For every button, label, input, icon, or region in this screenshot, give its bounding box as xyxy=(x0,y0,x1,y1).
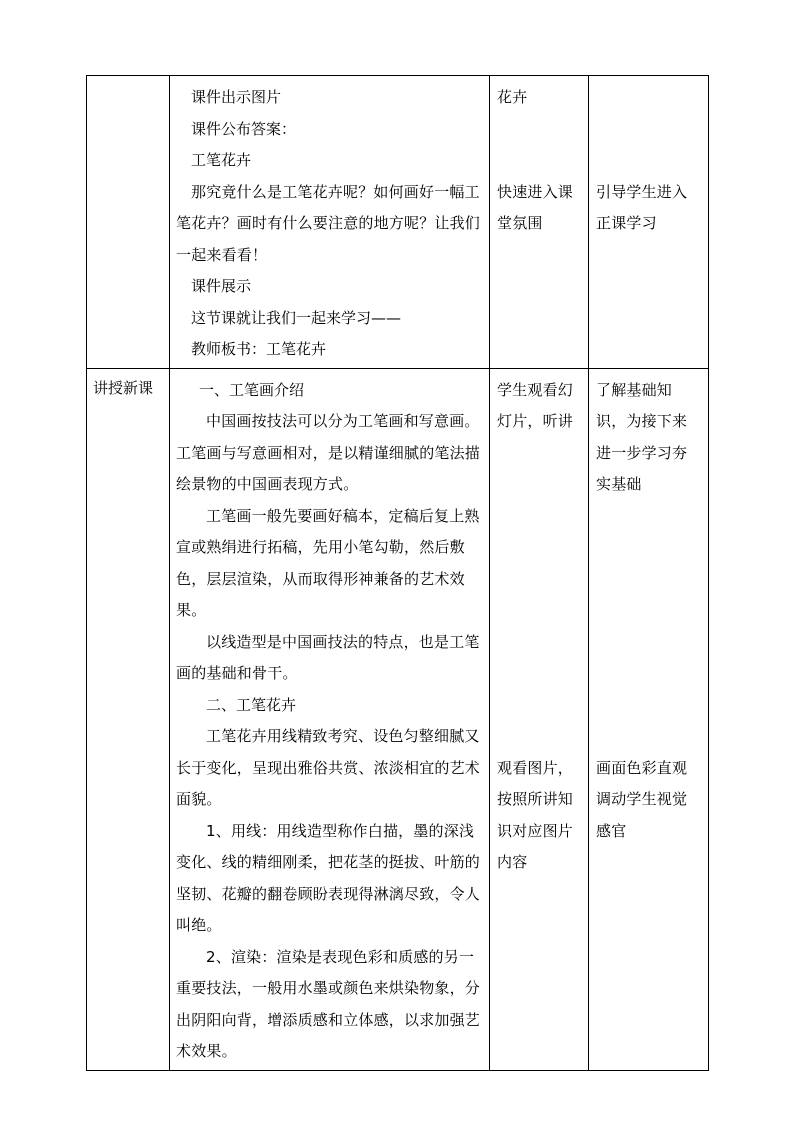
content-paragraph: 1、用线：用线造型称作白描，墨的深浅变化、线的精细刚柔，把花茎的挺拔、叶筋的坚韧、花瓣的翻卷顾盼表现得淋漓尽致，令人叫绝。 xyxy=(176,821,481,934)
content-paragraph: 中国画按技法可以分为工笔画和写意画。工笔画与写意画相对，是以精谨细腻的笔法描绘景物的中国画表现方式。 xyxy=(176,412,481,493)
stage-label: 讲授新课 xyxy=(93,378,154,397)
content-line: 课件展示 xyxy=(191,277,252,295)
section-heading: 一、工笔画介绍 xyxy=(199,380,305,399)
content-line: 课件出示图片 xyxy=(191,88,282,106)
section-heading: 二、工笔花卉 xyxy=(206,695,297,714)
design-intent-text: 了解基础知识，为接下来进一步学习夯实基础 xyxy=(596,380,688,493)
lesson-plan-table xyxy=(86,75,709,1071)
student-activity-text: 花卉 xyxy=(497,88,528,106)
table-row xyxy=(87,368,709,1070)
design-intent-text: 引导学生进入正课学习 xyxy=(596,182,688,232)
stage-cell xyxy=(87,368,170,1070)
content-paragraph: 工笔画一般先要画好稿本，定稿后复上熟宣或熟绢进行拓稿，先用小笔勾勒，然后敷色，层层渲染，从而取得形神兼备的艺术效果。 xyxy=(176,506,480,619)
content-line: 工笔花卉 xyxy=(191,151,252,169)
content-line: 这节课就让我们一起来学习—— xyxy=(191,308,402,327)
content-paragraph: 2、渲染：渲染是表现色彩和质感的另一重要技法，一般用水墨或颜色来烘染物象，分出阴阳向背，增添质感和立体感，以求加强艺术效果。 xyxy=(176,947,481,1060)
content-paragraph: 那究竟什么是工笔花卉呢？如何画好一幅工笔花卉？画时有什么要注意的地方呢？让我们一起来看看！ xyxy=(176,182,481,264)
student-activity-cell xyxy=(490,76,589,369)
student-activity-text: 观看图片，按照所讲知识对应图片内容 xyxy=(497,758,574,871)
student-activity-cell xyxy=(490,368,589,1070)
stage-cell xyxy=(87,76,170,369)
design-intent-text: 画面色彩直观调动学生视觉感官 xyxy=(596,758,688,840)
design-intent-cell xyxy=(589,76,709,369)
student-activity-text: 学生观看幻灯片，听讲 xyxy=(497,380,574,430)
table-row xyxy=(87,76,709,369)
design-intent-cell xyxy=(589,368,709,1070)
student-activity-text: 快速进入课堂氛围 xyxy=(497,182,574,232)
content-cell xyxy=(170,368,490,1070)
content-line: 教师板书：工笔花卉 xyxy=(191,340,327,358)
content-line: 课件公布答案： xyxy=(191,119,297,138)
content-paragraph: 工笔花卉用线精致考究、设色匀整细腻又长于变化，呈现出雅俗共赏、浓淡相宜的艺术面貌。 xyxy=(176,727,481,808)
content-cell xyxy=(170,76,490,369)
content-paragraph: 以线造型是中国画技法的特点，也是工笔画的基础和骨干。 xyxy=(176,632,480,682)
